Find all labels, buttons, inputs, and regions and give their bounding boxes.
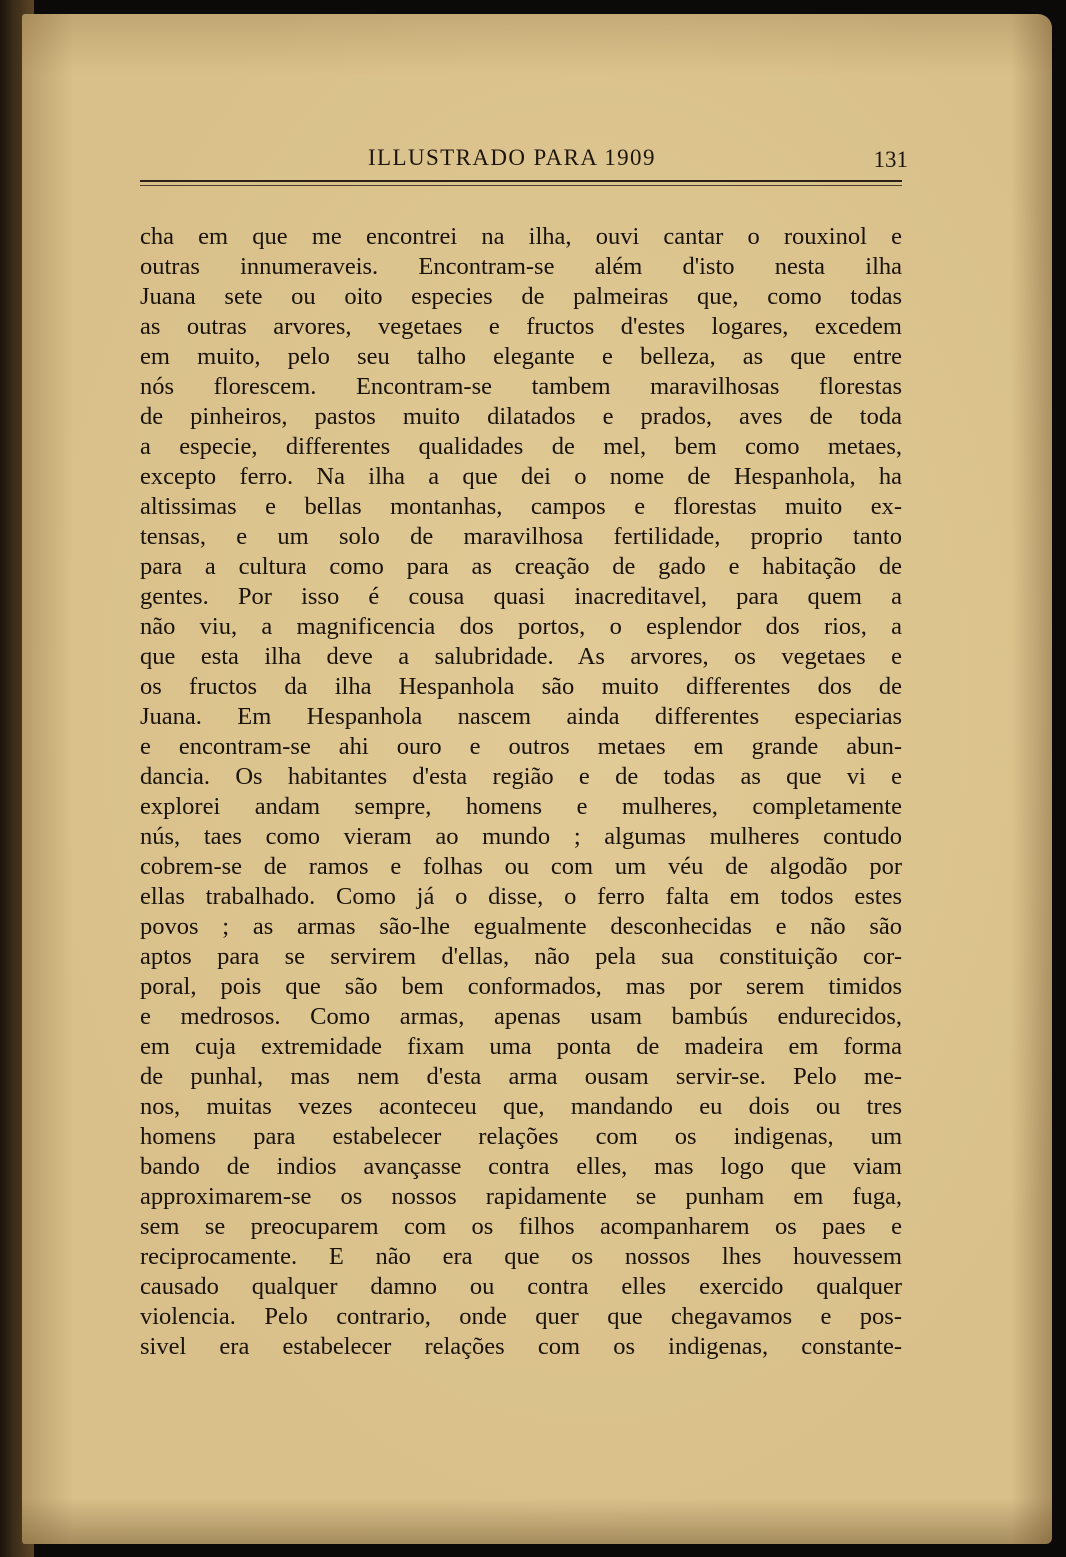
text-line: sivel era estabelecer relações com os indigenas, constante- [140,1333,902,1360]
text-line: em muito, pelo seu talho elegante e belleza, as que entre [140,343,902,370]
text-line: nos, muitas vezes aconteceu que, mandando eu dois ou tres [140,1093,902,1120]
text-line: approximarem-se os nossos rapidamente se punham em fuga, [140,1183,902,1210]
text-line: de punhal, mas nem d'esta arma ousam servir-se. Pelo me- [140,1063,902,1090]
text-line: não viu, a magnificencia dos portos, o esplendor dos rios, a [140,613,902,640]
text-line: excepto ferro. Na ilha a que dei o nome de Hespanhola, ha [140,463,902,490]
text-line: violencia. Pelo contrario, onde quer que chegavamos e pos- [140,1303,902,1330]
text-line: a especie, differentes qualidades de mel, bem como metaes, [140,433,902,460]
text-line: e medrosos. Como armas, apenas usam bambús endurecidos, [140,1003,902,1030]
running-title: ILLUSTRADO PARA 1909 [368,145,656,170]
text-line: explorei andam sempre, homens e mulheres, completamente [140,793,902,820]
header-rule-thick [140,180,902,182]
text-line: nós florescem. Encontram-se tambem maravilhosas florestas [140,373,902,400]
text-line: reciprocamente. E não era que os nossos lhes houvessem [140,1243,902,1270]
text-line: causado qualquer damno ou contra elles exercido qualquer [140,1273,902,1300]
body-text [140,222,902,1362]
text-line: para a cultura como para as creação de gado e habitação de [140,553,902,580]
text-line: poral, pois que são bem conformados, mas por serem timidos [140,973,902,1000]
text-line: bando de indios avançasse contra elles, mas logo que viam [140,1153,902,1180]
page-number: 131 [873,147,908,172]
text-line: tensas, e um solo de maravilhosa fertilidade, proprio tanto [140,523,902,550]
text-line: gentes. Por isso é cousa quasi inacreditavel, para quem a [140,583,902,610]
page-header [140,145,910,185]
header-rule-thin [140,185,902,186]
text-line: sem se preocuparem com os filhos acompanharem os paes e [140,1213,902,1240]
text-line: cha em que me encontrei na ilha, ouvi cantar o rouxinol e [140,223,902,250]
text-line: altissimas e bellas montanhas, campos e florestas muito ex- [140,493,902,520]
text-line: em cuja extremidade fixam uma ponta de madeira em forma [140,1033,902,1060]
text-line: que esta ilha deve a salubridade. As arvores, os vegetaes e [140,643,902,670]
text-line: dancia. Os habitantes d'esta região e de todas as que vi e [140,763,902,790]
text-line: nús, taes como vieram ao mundo ; algumas mulheres contudo [140,823,902,850]
text-line: as outras arvores, vegetaes e fructos d'estes logares, excedem [140,313,902,340]
text-line: Juana. Em Hespanhola nascem ainda differentes especiarias [140,703,902,730]
text-line: outras innumeraveis. Encontram-se além d'isto nesta ilha [140,253,902,280]
text-line: homens para estabelecer relações com os indigenas, um [140,1123,902,1150]
text-line: aptos para se servirem d'ellas, não pela sua constituição cor- [140,943,902,970]
text-line: de pinheiros, pastos muito dilatados e prados, aves de toda [140,403,902,430]
text-line: povos ; as armas são-lhe egualmente desconhecidas e não são [140,913,902,940]
text-line: cobrem-se de ramos e folhas ou com um véu de algodão por [140,853,902,880]
text-line: Juana sete ou oito especies de palmeiras que, como todas [140,283,902,310]
text-line: e encontram-se ahi ouro e outros metaes em grande abun- [140,733,902,760]
text-line: os fructos da ilha Hespanhola são muito differentes dos de [140,673,902,700]
text-line: ellas trabalhado. Como já o disse, o ferro falta em todos estes [140,883,902,910]
